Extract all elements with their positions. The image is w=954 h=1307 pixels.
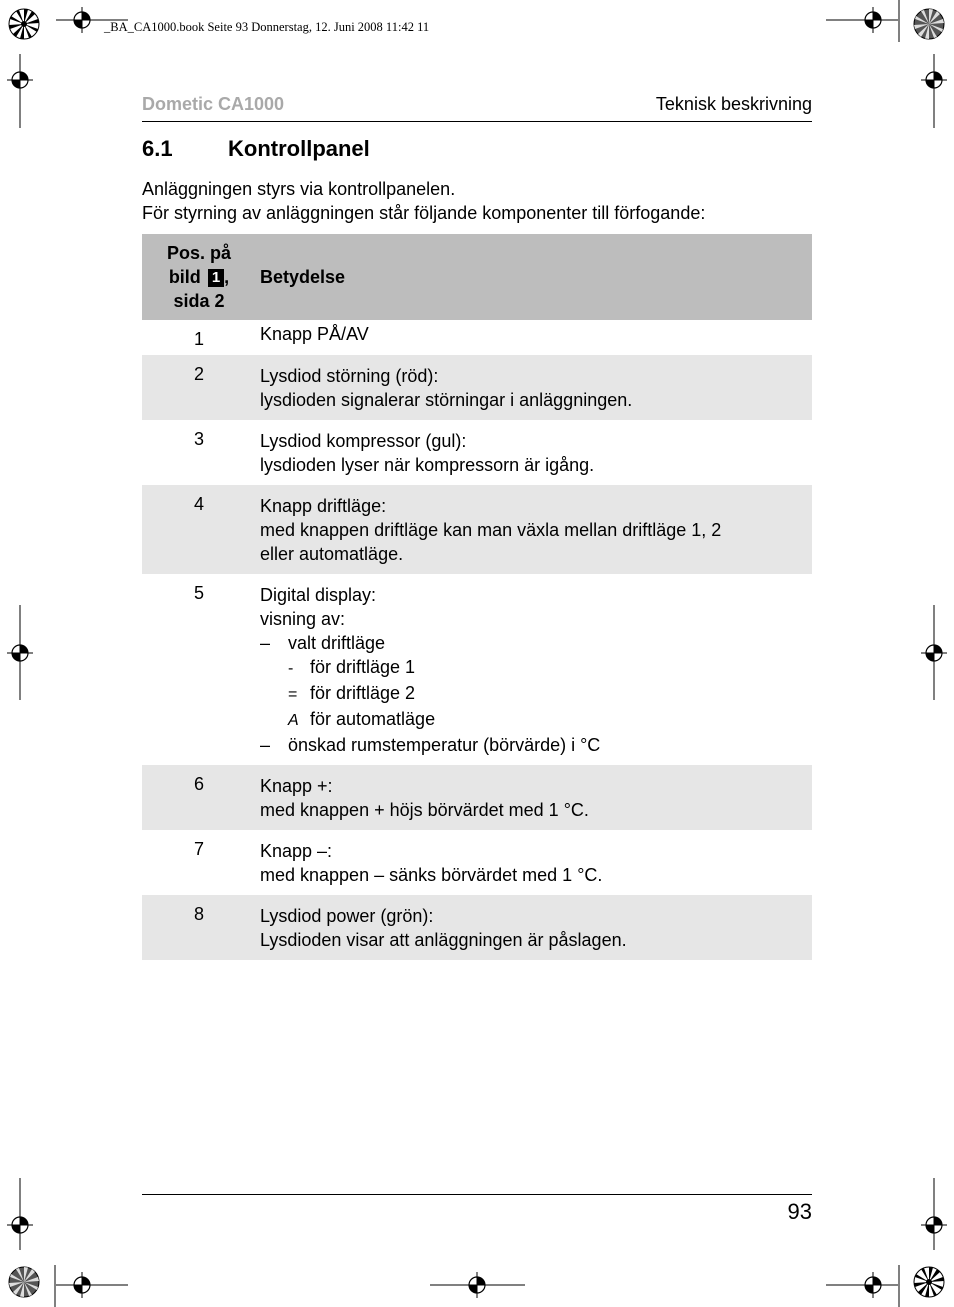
table-row (142, 830, 812, 895)
row-pos: 7 (193, 839, 204, 859)
header-product: Dometic CA1000 (142, 94, 285, 114)
row-pos: 1 (193, 329, 204, 349)
print-info: _BA_CA1000.book Seite 93 Donnerstag, 12. Juni 2008 11:42 11 (104, 20, 430, 34)
header-chapter: Teknisk beskrivning (655, 94, 812, 114)
row-desc: Knapp PÅ/AV (260, 324, 369, 344)
control-table (142, 234, 812, 960)
header-rule (142, 121, 812, 122)
page-number: 93 (787, 1199, 812, 1224)
row-pos: 8 (142, 895, 256, 960)
footer-rule (142, 1194, 812, 1195)
table-row (142, 574, 812, 765)
row-desc: Digital display: visning av: – valt driftläge - för driftläge 1 = för driftläge 2 A för automatläge – önskad rumstemperatur (börvärde) i °C (260, 585, 601, 755)
row-pos: 5 (193, 583, 204, 603)
row-desc: Knapp +: med knappen + höjs börvärdet med 1 °C. (256, 765, 812, 830)
row-desc: Knapp –: med knappen – sänks börvärdet med 1 °C. (260, 841, 603, 885)
table-row (142, 320, 812, 355)
table-header-row (142, 234, 812, 320)
row-desc: Lysdiod power (grön): Lysdioden visar att anläggningen är påslagen. (256, 895, 812, 960)
mode-auto-symbol: A (288, 712, 299, 729)
row-desc: Lysdiod störning (röd): lysdioden signalerar störningar i anläggningen. (256, 355, 812, 420)
intro-line: För styrning av anläggningen står följande komponenter till förfogande: (142, 203, 706, 223)
row-pos: 4 (142, 485, 256, 574)
row-pos: 2 (142, 355, 256, 420)
table-row (142, 355, 812, 420)
table-row (142, 420, 812, 485)
table-row (142, 485, 812, 574)
intro-line: Anläggningen styrs via kontrollpanelen. (142, 179, 456, 199)
mode-1-symbol: - (288, 660, 294, 677)
row-desc: Lysdiod kompressor (gul): lysdioden lyser när kompressorn är igång. (260, 431, 595, 475)
mode-2-symbol: = (288, 686, 298, 703)
section-title: Kontrollpanel (228, 136, 370, 161)
intro-text (142, 177, 705, 225)
figure-badge: 1 (208, 269, 224, 287)
row-desc: Knapp driftläge: med knappen driftläge kan man växla mellan driftläge 1, 2 eller automatläge. (256, 485, 812, 574)
row-pos: 3 (193, 429, 204, 449)
header-pos: Pos. på bild 1 , sida 2 (142, 234, 256, 320)
header-desc: Betydelse (256, 234, 812, 320)
section-number: 6.1 (142, 136, 173, 161)
table-row (142, 765, 812, 830)
table-row (142, 895, 812, 960)
row-pos: 6 (142, 765, 256, 830)
